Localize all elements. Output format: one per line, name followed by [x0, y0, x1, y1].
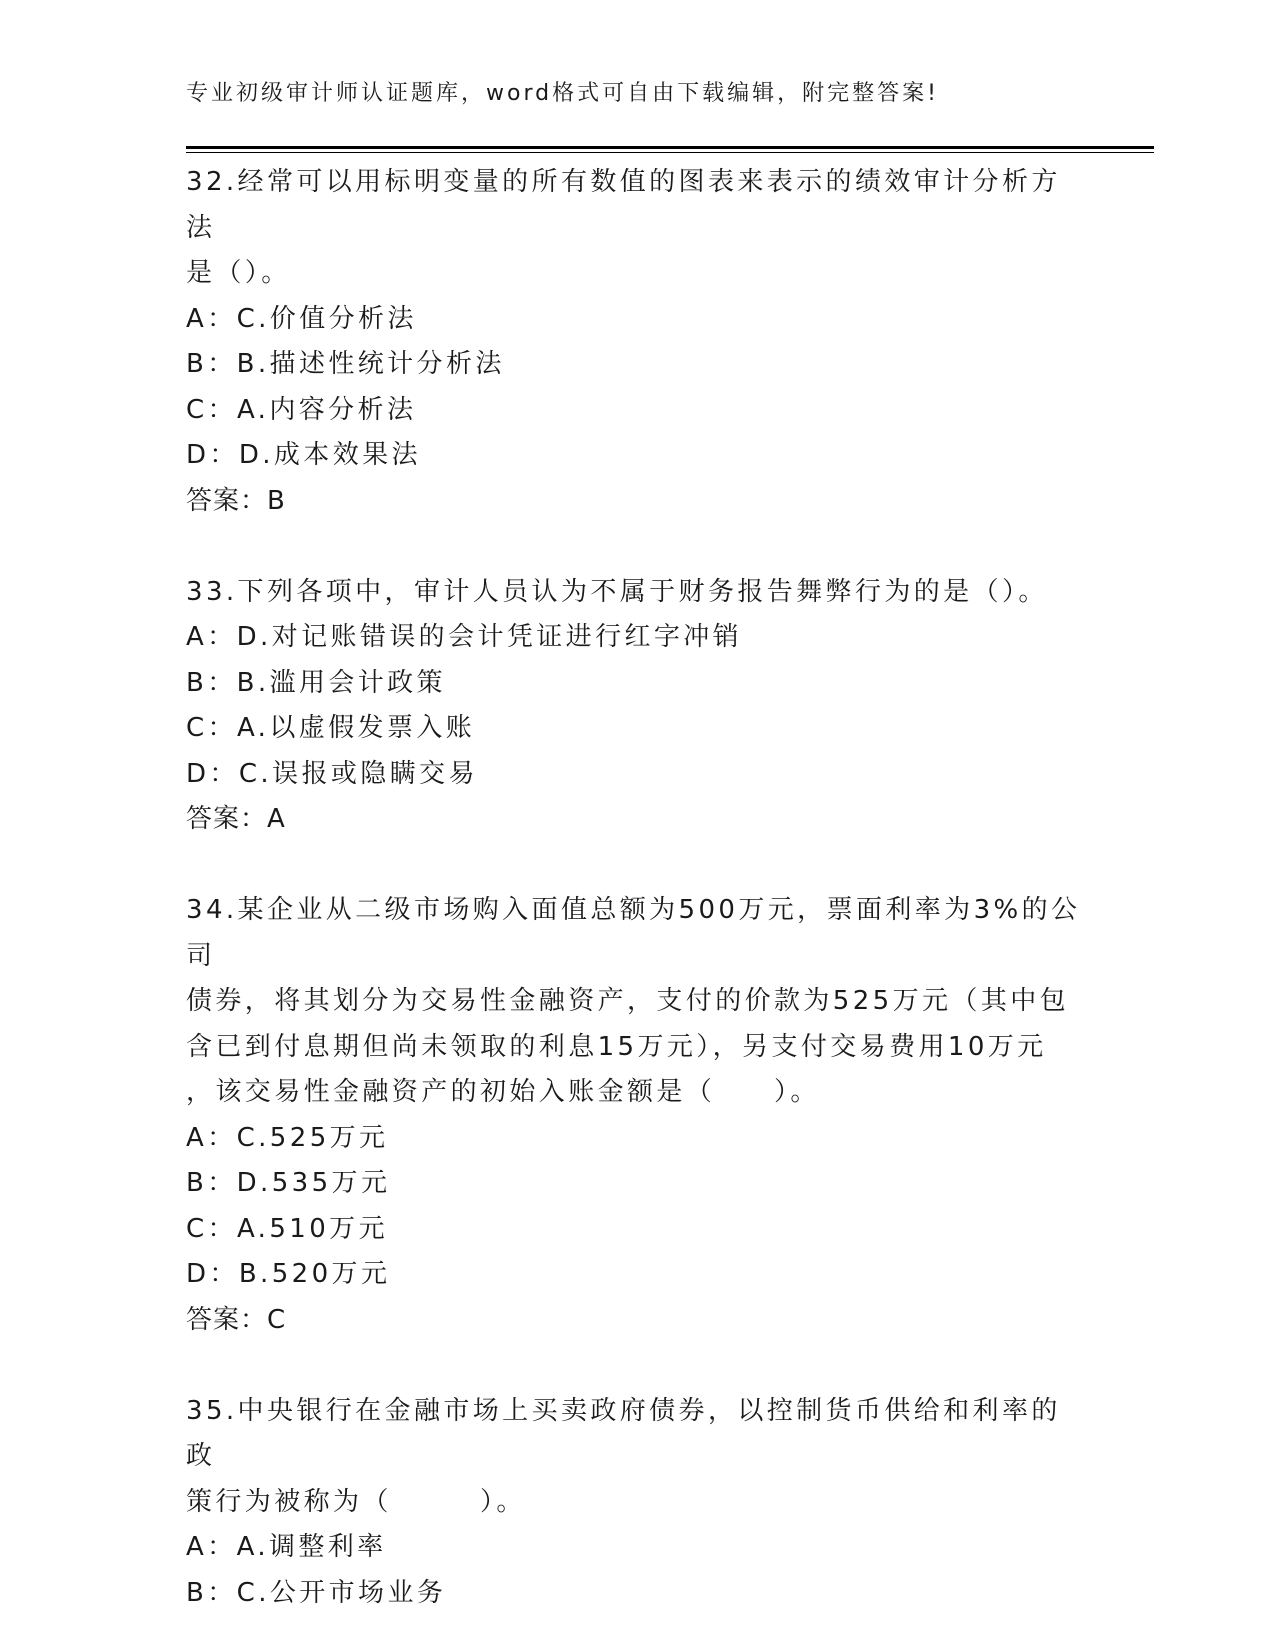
- question-stem-line: 34.某企业从二级市场购入面值总额为500万元，票面利率为3%的公司: [186, 895, 1081, 971]
- question-gap: [186, 524, 1086, 570]
- question-stem-line: 33.下列各项中，审计人员认为不属于财务报告舞弊行为的是（）。: [186, 576, 1048, 607]
- option-b: B：B.滥用会计政策: [186, 667, 446, 698]
- header-note: 专业初级审计师认证题库，word格式可自由下载编辑，附完整答案!: [186, 81, 939, 106]
- option-c: C：A.510万元: [186, 1213, 388, 1244]
- question-gap: [186, 843, 1086, 889]
- question-gap: [186, 1343, 1086, 1389]
- option-b: B：B.描述性统计分析法: [186, 349, 505, 379]
- option-d: D：B.520万元: [186, 1259, 391, 1289]
- question-stem-line: 32.经常可以用标明变量的所有数值的图表来表示的绩效审计分析方法: [186, 167, 1061, 243]
- option-d: D：C.误报或隐瞒交易: [186, 758, 478, 789]
- question-stem-line: 35.中央银行在金融市场上买卖政府债券，以控制货币供给和利率的政: [186, 1395, 1061, 1471]
- question-32: [186, 160, 1086, 524]
- question-stem-line: 策行为被称为（ ）。: [186, 1486, 526, 1517]
- option-b: B：D.535万元: [186, 1168, 391, 1198]
- option-b: B：C.公开市场业务: [186, 1577, 447, 1608]
- answer-line: 答案：A: [186, 804, 286, 834]
- question-stem-line: 是（）。: [186, 258, 291, 288]
- option-a: A：D.对记账错误的会计凭证进行红字冲销: [186, 622, 743, 652]
- option-a: A：C.525万元: [186, 1122, 389, 1153]
- question-34: [186, 888, 1086, 1343]
- question-stem-line: 债券，将其划分为交易性金融资产，支付的价款为525万元（其中包: [186, 986, 1070, 1016]
- header-rule-thin: [186, 152, 1154, 153]
- header-rule-thick: [186, 146, 1154, 149]
- option-a: A：C.价值分析法: [186, 303, 417, 334]
- question-stem-line: ，该交易性金融资产的初始入账金额是（ ）。: [186, 1077, 820, 1107]
- answer-line: 答案：C: [186, 1304, 287, 1335]
- option-a: A：A.调整利率: [186, 1532, 387, 1562]
- question-list: [186, 160, 1086, 1616]
- option-c: C：A.内容分析法: [186, 394, 417, 425]
- answer-line: 答案：B: [186, 485, 286, 516]
- question-33: [186, 570, 1086, 843]
- question-stem-line: 含已到付息期但尚未领取的利息15万元），另支付交易费用10万元: [186, 1031, 1047, 1062]
- option-c: C：A.以虚假发票入账: [186, 713, 476, 743]
- question-35: [186, 1389, 1086, 1617]
- option-d: D：D.成本效果法: [186, 440, 421, 470]
